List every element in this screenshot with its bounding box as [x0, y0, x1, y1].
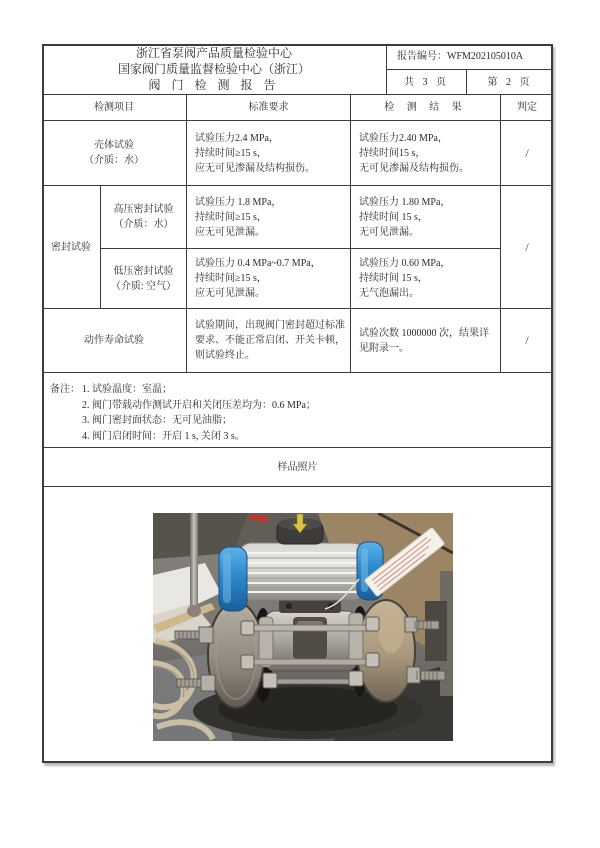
low-pressure-seal-standard: [186, 248, 350, 308]
remarks-label: 备注：: [50, 384, 80, 395]
low-seal-name: 低压密封试验: [113, 265, 174, 277]
high-seal-name: 高压密封试验: [113, 204, 174, 215]
remarks-cell: [42, 372, 553, 447]
low-pressure-seal-result: [350, 248, 500, 308]
result-line: 持续时间 15 s，: [359, 211, 428, 223]
sample-photo-title: 样品照片: [42, 447, 553, 486]
seal-test-group-label: 密封试验: [42, 185, 100, 308]
shell-test-medium: （介质：水）: [84, 155, 144, 166]
org-name-line1: 浙江省泵阀产品质量检验中心: [135, 46, 292, 60]
standard-line: 应无可见泄漏。: [195, 288, 265, 299]
sample-photo: [153, 513, 453, 741]
shell-test-item: [42, 120, 186, 185]
standard-line: 持续时间≥15 s，: [195, 273, 267, 284]
current-page: 第 2 页: [466, 69, 553, 94]
result-line: 试验压力 1.80 MPa，: [359, 196, 451, 208]
remarks-list: [82, 382, 316, 447]
result-line: 持续时间 15 s，: [359, 273, 428, 284]
high-seal-medium: （介质：水）: [113, 219, 174, 230]
standard-line: 试验压力 0.4 MPa~0.7 MPa，: [195, 258, 321, 269]
result-line: 持续时间15 s，: [359, 147, 426, 159]
col-header-judge: 判定: [500, 94, 553, 120]
col-header-item: 检测项目: [42, 94, 186, 120]
high-pressure-seal-result: [350, 185, 500, 248]
remark-item: 4. 阀门启闭时间：开启 1 s, 关闭 3 s。: [82, 430, 245, 442]
valve-photo-illustration: [153, 513, 453, 741]
life-test-judge: /: [500, 308, 553, 372]
low-pressure-seal-item: [100, 248, 186, 308]
tie-rod: [247, 625, 369, 631]
standard-line: 试验压力 1.8 MPa，: [195, 196, 282, 208]
report-title: 阀 门 检 测 报 告: [148, 78, 280, 92]
col-header-result: 检 测 结 果: [350, 94, 500, 120]
standard-line: 应无可见泄漏。: [195, 226, 265, 238]
remark-item: 3. 阀门密封面状态：无可见油脂；: [82, 415, 232, 426]
life-test-standard: [186, 308, 350, 372]
result-text: 试验次数 1000000 次，结果详见附录一。: [359, 327, 489, 354]
col-header-standard: 标准要求: [186, 94, 350, 120]
life-test-result: [350, 308, 500, 372]
result-line: 无可见渗漏及结构损伤。: [359, 162, 469, 174]
report-number: 报告编号：WFM202105010A: [386, 44, 553, 69]
shell-test-result: [350, 120, 500, 185]
seal-test-judge: /: [500, 185, 553, 308]
metal-rod: [190, 513, 198, 615]
shell-test-judge: /: [500, 120, 553, 185]
report-header: [42, 44, 386, 94]
result-line: 无可见泄漏。: [359, 226, 419, 238]
standard-line: 持续时间≥15 s，: [195, 211, 267, 223]
standard-line: 应无可见渗漏及结构损伤。: [195, 162, 315, 174]
low-seal-medium: （介质: 空气）: [110, 280, 177, 292]
org-name-line2: 国家阀门质量监督检验中心（浙江）: [117, 62, 310, 76]
tie-rod: [247, 659, 369, 665]
result-line: 试验压力 0.60 MPa，: [359, 258, 451, 269]
standard-line: 试验压力2.4 MPa，: [195, 132, 279, 144]
result-line: 试验压力2.40 MPa，: [359, 132, 448, 144]
life-test-item: 动作寿命试验: [42, 308, 186, 372]
standard-line: 持续时间≥15 s，: [195, 147, 267, 159]
high-pressure-seal-item: [100, 185, 186, 248]
remark-item: 2. 阀门带载动作测试开启和关闭压差均为：0.6 MPa；: [82, 399, 316, 411]
result-line: 无气泡漏出。: [359, 288, 419, 299]
total-pages: 共 3 页: [386, 69, 466, 94]
shell-test-standard: [186, 120, 350, 185]
remark-item: 1. 试验温度：室温；: [82, 384, 172, 395]
shell-test-name: 壳体试验: [94, 140, 134, 151]
high-pressure-seal-standard: [186, 185, 350, 248]
tie-rod: [271, 679, 355, 684]
standard-text: 试验期间，出现阀门密封超过标准要求、不能正常启闭、开关卡顿，则试验终止。: [195, 320, 345, 361]
